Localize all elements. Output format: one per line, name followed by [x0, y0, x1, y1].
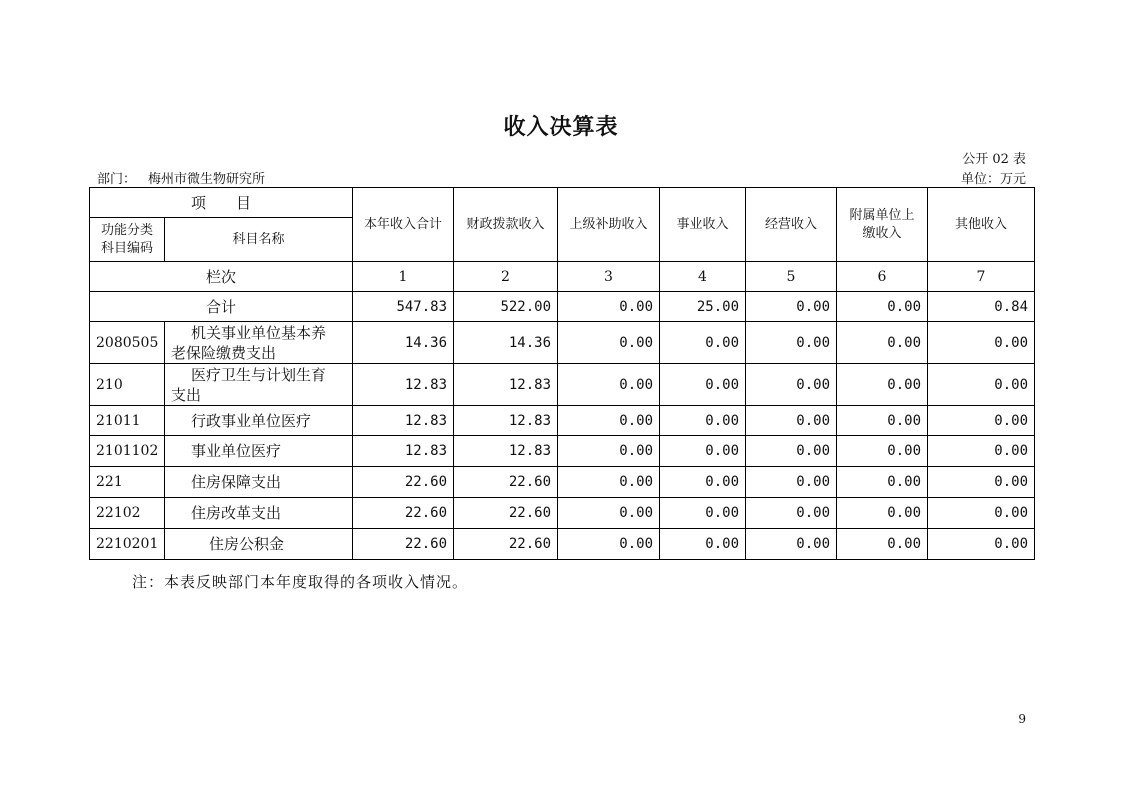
value-cell: 22.60	[454, 467, 558, 498]
value-cell: 0.00	[660, 436, 746, 467]
value-cell: 0.00	[660, 406, 746, 436]
total-label: 合计	[90, 292, 353, 322]
value-cell: 0.00	[558, 498, 660, 529]
value-cell: 0.00	[837, 498, 928, 529]
subject-name: 住房改革支出	[165, 498, 353, 529]
value-cell: 0.00	[660, 467, 746, 498]
table-note: 注：本表反映部门本年度取得的各项收入情况。	[132, 573, 469, 591]
value-cell: 0.00	[558, 322, 660, 364]
value-cell: 0.00	[746, 322, 837, 364]
value-cell: 0.00	[746, 529, 837, 560]
column-index-row	[90, 262, 1035, 292]
value-cell: 12.83	[353, 436, 454, 467]
subject-code: 221	[90, 467, 165, 498]
value-cell: 22.60	[353, 529, 454, 560]
value-cell: 12.83	[454, 406, 558, 436]
value-cell: 12.83	[353, 406, 454, 436]
table-row	[90, 364, 1035, 406]
value-cell: 0.00	[928, 436, 1035, 467]
department-name: 梅州市微生物研究所	[148, 172, 266, 187]
column-number: 2	[454, 262, 558, 292]
header-name-label: 科目名称	[165, 218, 353, 262]
value-cell: 22.60	[353, 498, 454, 529]
table-row	[90, 529, 1035, 560]
value-cell: 0.00	[928, 406, 1035, 436]
value-cell: 0.00	[660, 364, 746, 406]
value-cell: 0.00	[928, 498, 1035, 529]
subject-code: 210	[90, 364, 165, 406]
value-cell: 0.00	[746, 406, 837, 436]
value-cell: 0.00	[558, 436, 660, 467]
value-cell: 0.00	[660, 498, 746, 529]
subject-code: 2101102	[90, 436, 165, 467]
value-cell: 12.83	[454, 436, 558, 467]
value-cell: 0.00	[558, 467, 660, 498]
value-cell: 0.00	[746, 467, 837, 498]
page-title: 收入决算表	[503, 114, 619, 140]
total-value: 0.84	[928, 292, 1035, 322]
value-cell: 0.00	[928, 467, 1035, 498]
value-cell: 0.00	[928, 364, 1035, 406]
column-number: 4	[660, 262, 746, 292]
header-item: 项 目	[90, 188, 353, 218]
value-cell: 22.60	[454, 498, 558, 529]
department-label: 部门：	[97, 172, 137, 187]
column-number: 7	[928, 262, 1035, 292]
value-cell: 0.00	[928, 529, 1035, 560]
subject-code: 21011	[90, 406, 165, 436]
total-row	[90, 292, 1035, 322]
value-cell: 0.00	[558, 529, 660, 560]
value-cell: 0.00	[837, 529, 928, 560]
column-number: 1	[353, 262, 454, 292]
subject-name: 行政事业单位医疗	[165, 406, 353, 436]
header-col-3: 上级补助收入	[558, 188, 660, 262]
page-number: 9	[1018, 712, 1026, 726]
value-cell: 22.60	[454, 529, 558, 560]
header-col-7: 其他收入	[928, 188, 1035, 262]
subject-code: 2080505	[90, 322, 165, 364]
header-row-1	[90, 188, 1035, 218]
header-col-5: 经营收入	[746, 188, 837, 262]
header-code-label: 功能分类 科目编码	[90, 218, 165, 262]
total-value: 0.00	[837, 292, 928, 322]
value-cell: 0.00	[928, 322, 1035, 364]
value-cell: 0.00	[837, 364, 928, 406]
value-cell: 0.00	[660, 529, 746, 560]
header-col-1: 本年收入合计	[353, 188, 454, 262]
table-row	[90, 467, 1035, 498]
form-code: 公开 02 表	[962, 152, 1026, 167]
value-cell: 0.00	[558, 364, 660, 406]
value-cell: 14.36	[353, 322, 454, 364]
total-value: 547.83	[353, 292, 454, 322]
value-cell: 0.00	[660, 322, 746, 364]
value-cell: 0.00	[558, 406, 660, 436]
column-number: 3	[558, 262, 660, 292]
header-col-6: 附属单位上 缴收入	[837, 188, 928, 262]
value-cell: 12.83	[353, 364, 454, 406]
value-cell: 0.00	[837, 436, 928, 467]
value-cell: 0.00	[746, 498, 837, 529]
subject-name: 住房保障支出	[165, 467, 353, 498]
subject-name: 医疗卫生与计划生育 支出	[165, 364, 353, 406]
value-cell: 0.00	[837, 406, 928, 436]
column-number: 5	[746, 262, 837, 292]
header-col-4: 事业收入	[660, 188, 746, 262]
subject-code: 22102	[90, 498, 165, 529]
total-value: 0.00	[746, 292, 837, 322]
income-table	[89, 187, 1035, 560]
value-cell: 12.83	[454, 364, 558, 406]
total-value: 25.00	[660, 292, 746, 322]
value-cell: 22.60	[353, 467, 454, 498]
subject-name: 住房公积金	[165, 529, 353, 560]
table-row	[90, 436, 1035, 467]
table-row	[90, 498, 1035, 529]
unit-label: 单位：万元	[960, 172, 1026, 187]
total-value: 522.00	[454, 292, 558, 322]
value-cell: 0.00	[746, 436, 837, 467]
subject-name: 机关事业单位基本养 老保险缴费支出	[165, 322, 353, 364]
total-value: 0.00	[558, 292, 660, 322]
column-number: 6	[837, 262, 928, 292]
value-cell: 0.00	[837, 467, 928, 498]
column-index-label: 栏次	[90, 262, 353, 292]
subject-code: 2210201	[90, 529, 165, 560]
subject-name: 事业单位医疗	[165, 436, 353, 467]
value-cell: 0.00	[837, 322, 928, 364]
table-row	[90, 322, 1035, 364]
table-row	[90, 406, 1035, 436]
department-line	[97, 168, 265, 187]
value-cell: 0.00	[746, 364, 837, 406]
header-col-2: 财政拨款收入	[454, 188, 558, 262]
value-cell: 14.36	[454, 322, 558, 364]
